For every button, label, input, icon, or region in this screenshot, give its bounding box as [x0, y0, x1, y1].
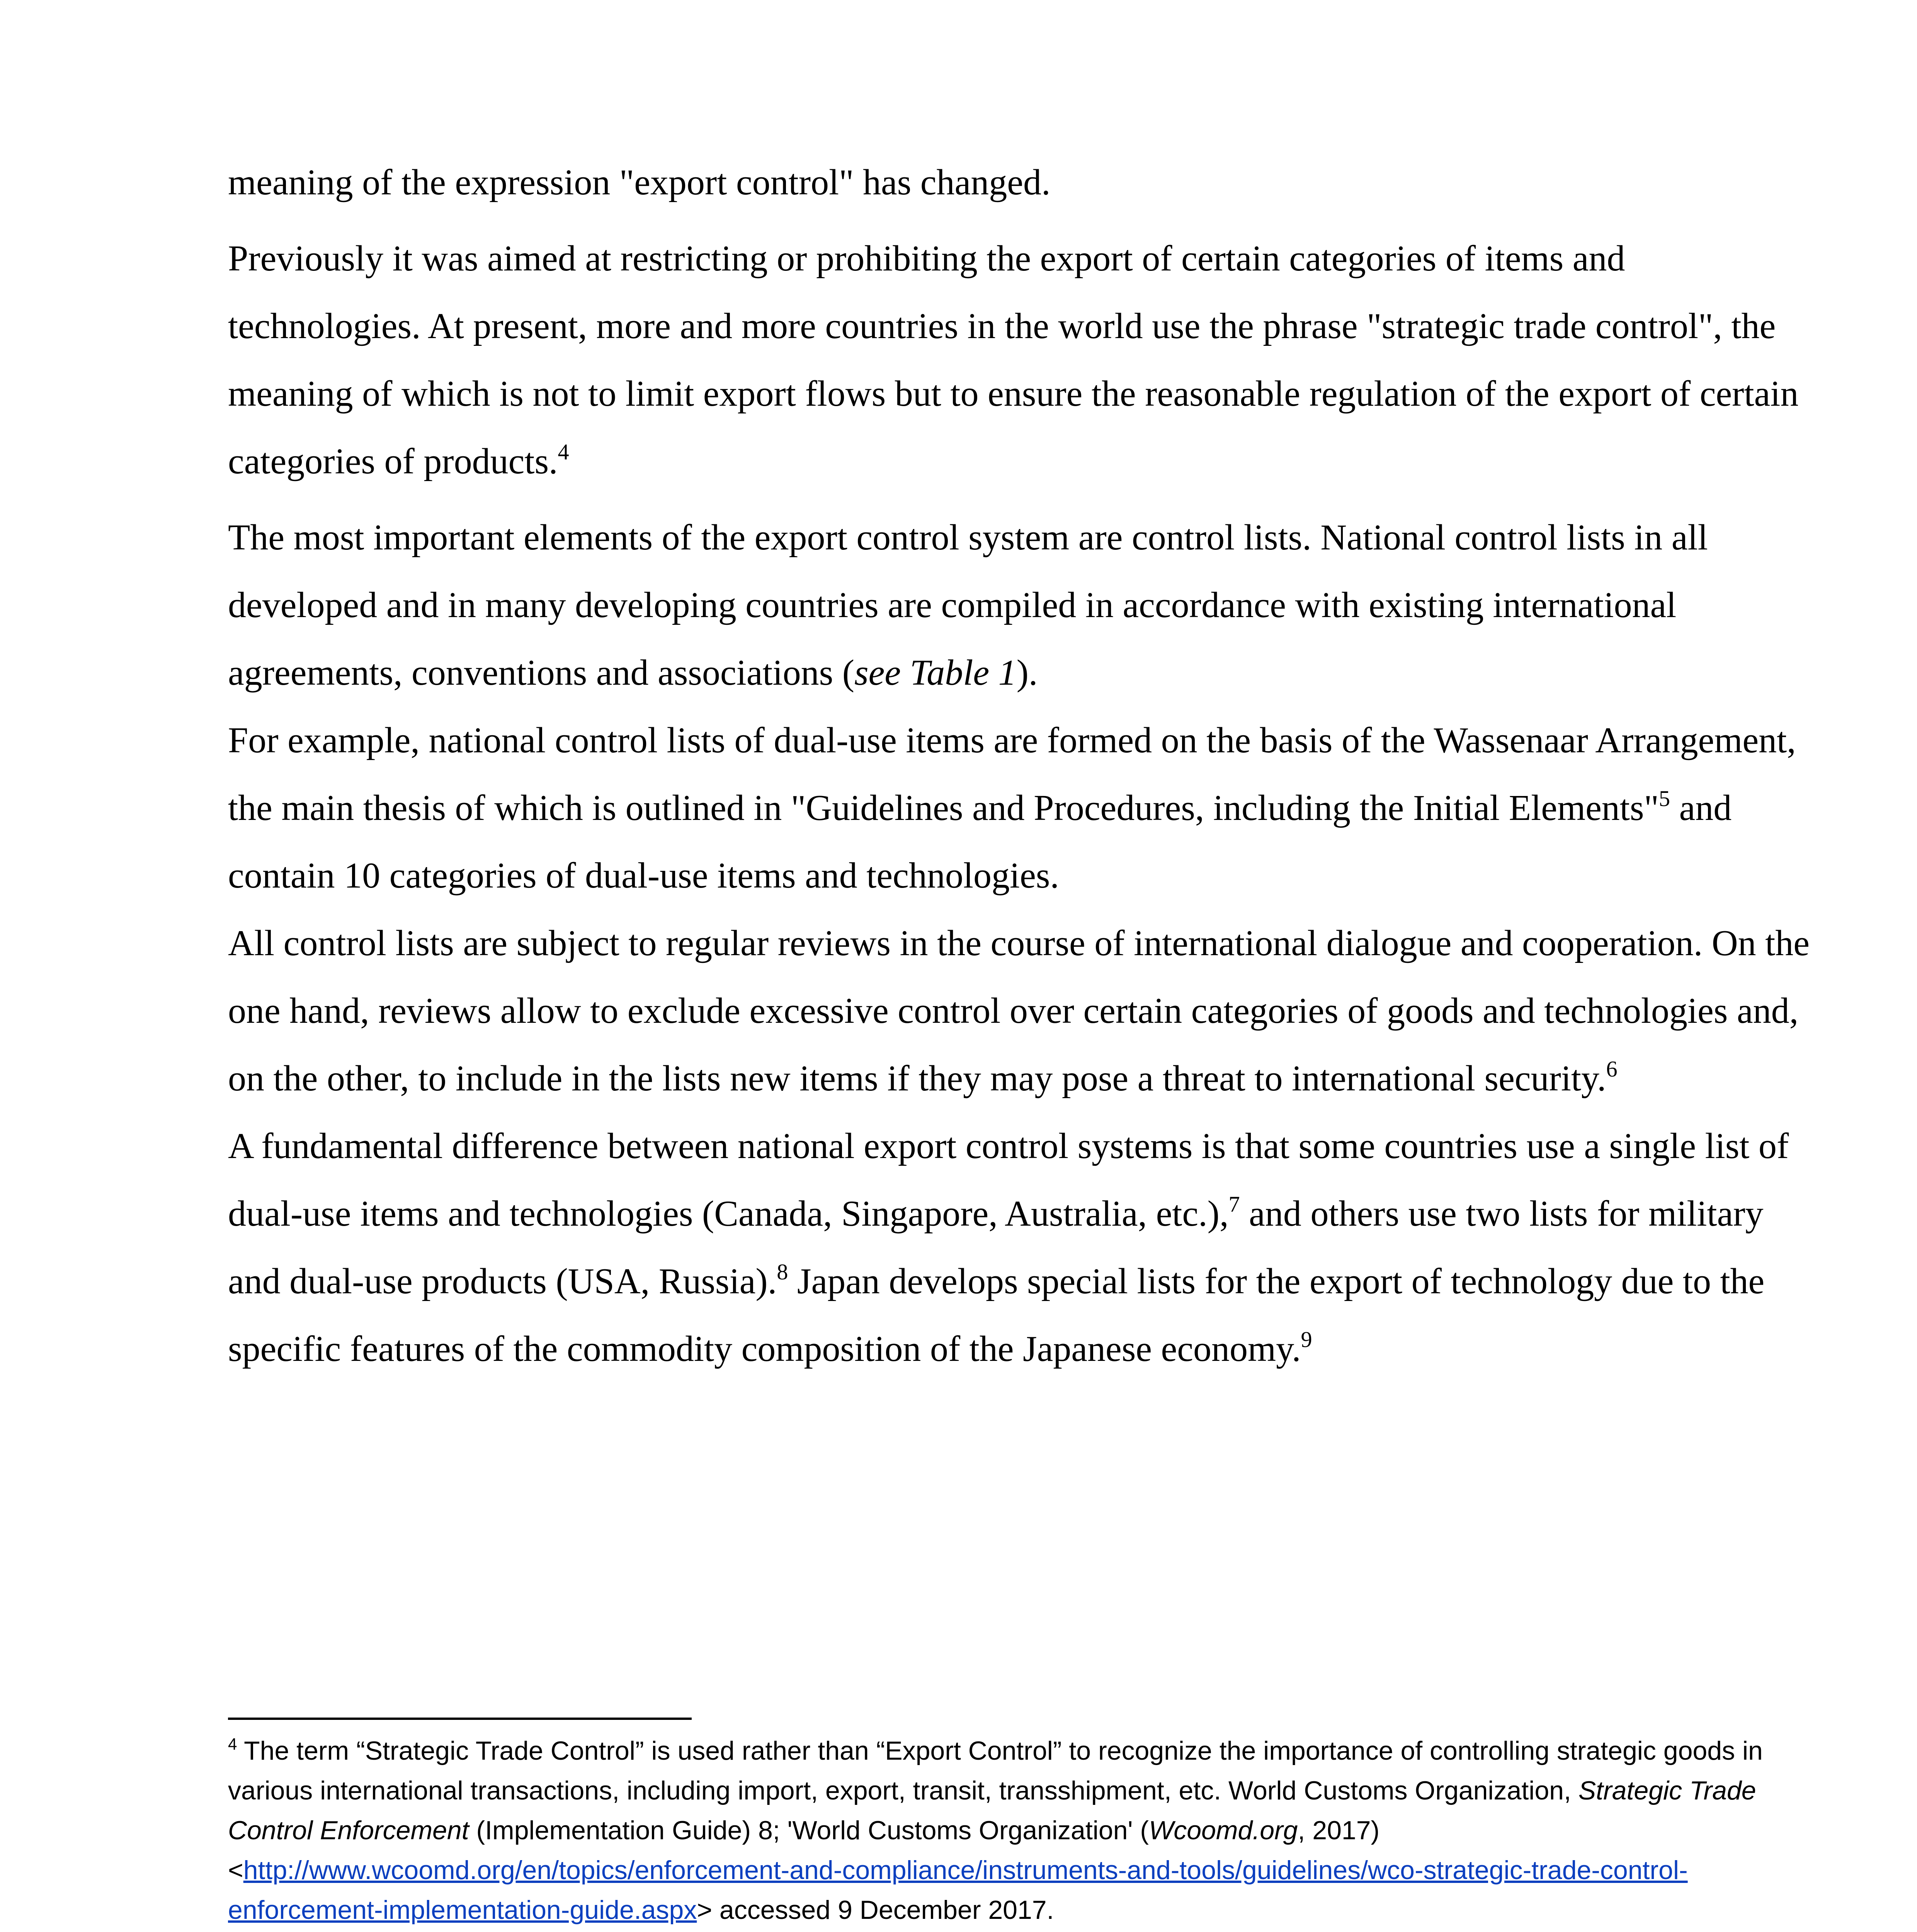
footnotes — [228, 1731, 1812, 1932]
footnote-ref-7[interactable]: 7 — [1228, 1191, 1240, 1217]
footnote-separator — [228, 1718, 692, 1720]
paragraph-1: meaning of the expression "export control" has changed. — [228, 162, 1051, 202]
footnote-ref-8[interactable]: 8 — [777, 1259, 788, 1284]
footnote-ref-4[interactable]: 4 — [558, 439, 569, 464]
paragraph-3: The most important elements of the export control system are control lists. National control lists in all developed and in many developing countries are compiled in accordance with existing international agreements, conventions and associations (see Table 1). — [228, 517, 1708, 693]
footnote-ref-9[interactable]: 9 — [1301, 1327, 1312, 1352]
paragraph-2: Previously it was aimed at restricting or prohibiting the export of certain categories of items and technologies. At present, more and more countries in the world use the phrase "strategic trade control", the meaning of which is not to limit export flows but to ensure the reasonable regulation of the export of certain categories of products.$^4$ — [228, 238, 1799, 481]
paragraph-5: All control lists are subject to regular reviews in the course of international dialogue and cooperation. On the one hand, reviews allow to exclude excessive control over certain categories of goods and technologies and, on the other, to include in the lists new items if they may pose a threat to international security.$^6$ — [228, 923, 1810, 1099]
footnote-4-link[interactable]: http://www.wcoomd.org/en/topics/enforcement-and-compliance/instruments-and-tools/guidelines/wco-strategic-trade-control-enforcement-implementation-guide.aspx — [228, 1855, 1688, 1925]
body-text — [228, 149, 1816, 1383]
paragraph-4: For example, national control lists of dual-use items are formed on the basis of the Wassenaar Arrangement, the main thesis of which is outlined in "Guidelines and Procedures, including the Initial Elements"$^5$ and contain 10 categories of dual-use items and technologies. — [228, 720, 1796, 896]
footnote-ref-6[interactable]: 6 — [1606, 1056, 1618, 1082]
paragraph-6: A fundamental difference between national export control systems is that some countries use a single list of dual-use items and technologies (Canada, Singapore, Australia, etc.),$^7$ and others use two lists for military and dual-use products (USA, Russia).$^8$ Japan develops special lists for the export of technology due to the specific features of the commodity composition of the Japanese economy.$^9$ — [228, 1126, 1789, 1369]
footnote-ref-5[interactable]: 5 — [1658, 786, 1670, 811]
table-reference: see Table 1 — [854, 653, 1017, 693]
footnote-4: $^4$ The term “Strategic Trade Control” is used rather than “Export Control” to recognize the importance of controlling strategic goods in various international transactions, including import, export, transit, transshipment, etc. World Customs Organization, Strategic Trade Control Enforcement (Implementation Guide) 8; 'World Customs Organization' (Wcoomd.org, 2017) <http://www.wcoomd.org/en/topics/enforcement-and-compliance/instruments-and-tools/guidelines/wco-strategic-trade-control-enforcement-implementation-guide.aspx> accessed 9 December 2017. — [228, 1735, 1763, 1925]
